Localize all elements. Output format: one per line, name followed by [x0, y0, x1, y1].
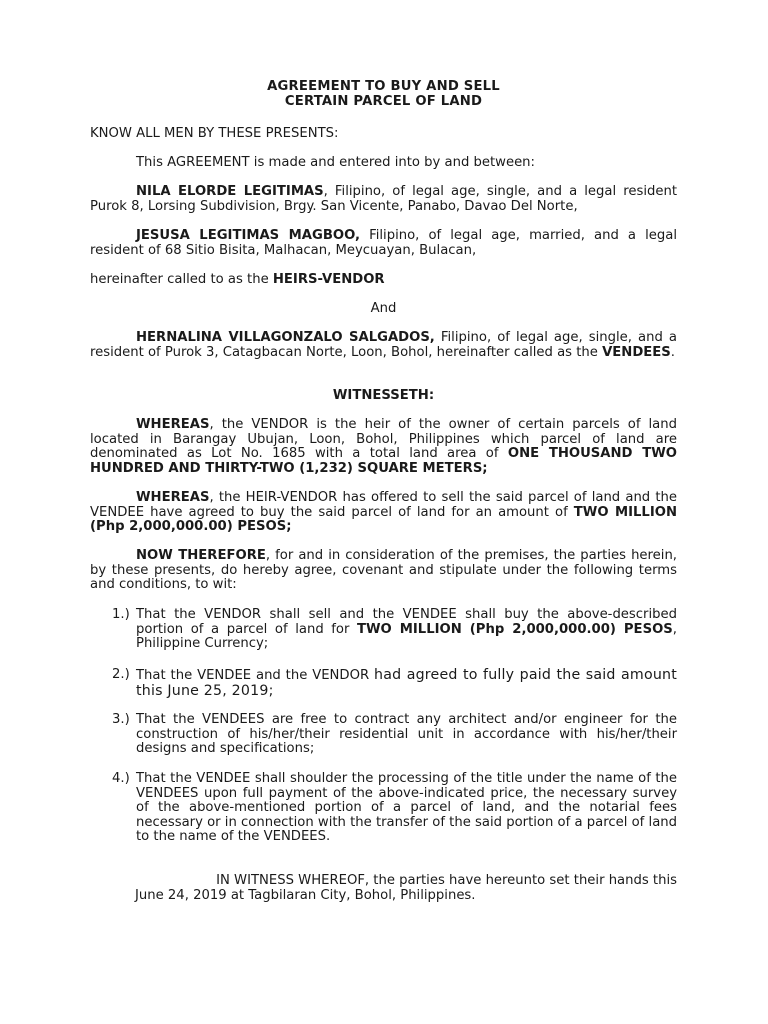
whereas2-lead: WHEREAS	[136, 490, 210, 505]
intro-paragraph: This AGREEMENT is made and entered into by and between:	[136, 155, 535, 170]
whereas1-lead: WHEREAS	[136, 417, 210, 432]
opening-line: KNOW ALL MEN BY THESE PRESENTS:	[90, 126, 339, 141]
title-line-2: CERTAIN PARCEL OF LAND	[284, 93, 483, 109]
whereas1-bold: ONE THOUSAND TWO HUNDRED AND THIRTY-TWO (1,232) SQUARE METERS;	[90, 446, 677, 476]
list-item	[112, 772, 677, 845]
item-number: 1.)	[112, 607, 130, 622]
item4-text: That the VENDEE shall shoulder the processing of the title under the name of the VENDEES upon full payment of the above-indicated price, the necessary survey of the above-mentioned portion of a parcel of land, and the notarial fees necessary or in connection with the transfer of the said portion of a parcel of land to the name of the VENDEES.	[136, 771, 677, 844]
document-title	[90, 80, 677, 109]
item2-text-b: had agreed to fully paid the said amount this June 25, 2019;	[136, 667, 677, 699]
item-number: 3.)	[112, 712, 130, 727]
item-text	[136, 668, 677, 699]
item-number: 2.)	[112, 667, 130, 682]
item-text	[136, 608, 677, 652]
whereas1-text: , the VENDOR is the heir of the owner of certain parcels of land located in Barangay Ubujan, Loon, Bohol, Philippines which parcel of land are denominated as Lot No. 1685 with a total land area of	[90, 417, 677, 461]
party2-text: Filipino, of legal age, married, and a legal resident of 68 Sitio Bisita, Malhacan, Meycuayan, Bulacan,	[90, 228, 677, 258]
witness-whereof-paragraph	[90, 874, 677, 903]
list-item	[112, 668, 677, 699]
item1-bold: TWO MILLION (Php 2,000,000.00) PESOS	[357, 621, 673, 637]
whereas2-text: , the HEIR-VENDOR has offered to sell the said parcel of land and the VENDEE have agreed to buy the said parcel of land for an amount of	[90, 490, 677, 520]
whereas2-paragraph	[90, 491, 677, 535]
witnesseth-label: WITNESSETH:	[332, 388, 435, 403]
party1-paragraph	[90, 185, 677, 214]
heirs-paragraph	[90, 273, 677, 288]
party3-end: .	[670, 344, 675, 360]
heirs-label: HEIRS-VENDOR	[272, 272, 385, 287]
party1-text: , Filipino, of legal age, single, and a legal resident Purok 8, Lorsing Subdivision, Brgy. San Vicente, Panabo, Davao Del Norte,	[90, 184, 677, 214]
party3-label: VENDEES	[602, 344, 671, 360]
and-line: And	[370, 301, 397, 316]
now-therefore-paragraph	[90, 549, 677, 593]
item3-text: That the VENDEES are free to contract any architect and/or engineer for the construction of his/her/their residential unit in accordance with his/her/their designs and specifications;	[136, 712, 677, 756]
witness-line-2: June 24, 2019 at Tagbilaran City, Bohol, Philippines.	[135, 887, 476, 903]
heirs-text: hereinafter called to as the	[90, 272, 273, 287]
whereas2-bold: TWO MILLION (Php 2,000,000.00) PESOS;	[90, 504, 677, 534]
item2-text-a: That the VENDEE and the VENDOR	[136, 668, 374, 683]
title-line-1: AGREEMENT TO BUY AND SELL	[267, 79, 500, 94]
whereas1-paragraph	[90, 418, 677, 476]
item-number: 4.)	[112, 771, 130, 786]
party2-paragraph	[90, 229, 677, 258]
item1-text: That the VENDOR shall sell and the VENDEE shall buy the above-described portion of a parcel of land for	[136, 607, 677, 637]
party3-text: Filipino, of legal age, single, and a resident of Purok 3, Catagbacan Norte, Loon, Bohol, hereinafter called as the	[90, 330, 677, 360]
party2-name: JESUSA LEGITIMAS MAGBOO,	[136, 228, 361, 243]
witness-line-1: IN WITNESS WHEREOF, the parties have hereunto set their hands this	[216, 873, 677, 888]
list-item	[112, 713, 677, 757]
party3-name: HERNALINA VILLAGONZALO SALGADOS,	[136, 330, 435, 345]
party3-paragraph	[90, 331, 677, 360]
witnesseth-heading	[90, 389, 677, 404]
item1-end: , Philippine Currency;	[136, 621, 677, 651]
party1-name: NILA ELORDE LEGITIMAS	[136, 184, 324, 199]
now-text: , for and in consideration of the premises, the parties herein, by these presents, do hereby agree, covenant and stipulate under the following terms and conditions, to wit:	[90, 548, 677, 592]
list-item	[112, 608, 677, 652]
now-lead: NOW THEREFORE	[136, 548, 266, 563]
